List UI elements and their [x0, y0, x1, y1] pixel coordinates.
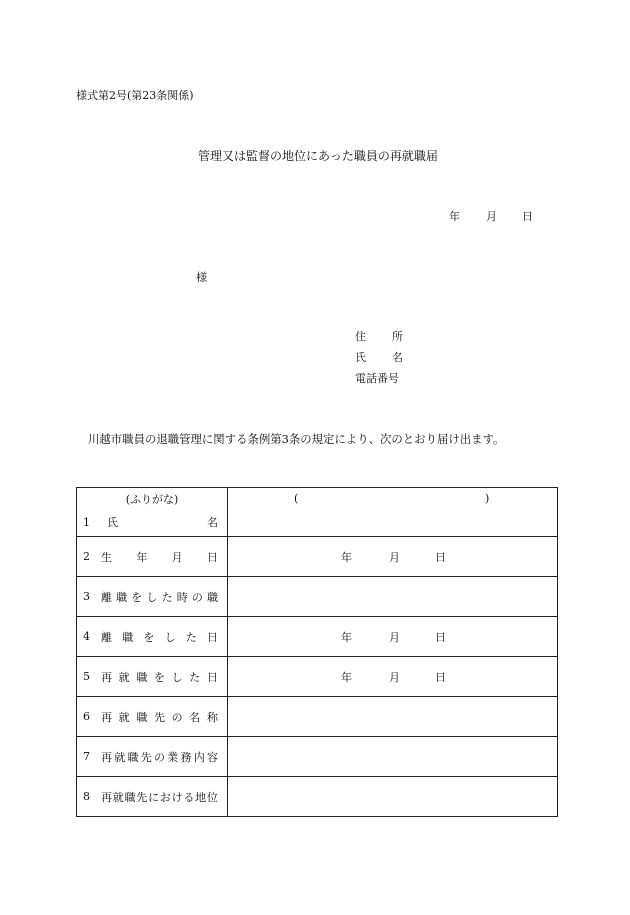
employer-position-label-cell: 8 再 就 職 先 に お け る 地 位: [77, 777, 228, 817]
intro-paragraph: 川越市職員の退職管理に関する条例第3条の規定により、次のとおり届け出ます。: [88, 432, 505, 446]
birthdate-label-cell: 2 生 年 月 日: [77, 537, 228, 577]
furigana-value[interactable]: ( ): [294, 492, 490, 505]
table-row-retirement-date: [77, 617, 558, 657]
employer-name-value-cell[interactable]: [228, 697, 558, 737]
name-label: 氏 名: [355, 351, 403, 364]
reemployment-date-value-cell[interactable]: 年 月 日: [228, 657, 558, 697]
retirement-date-label-cell: 4 離 職 を し た 日: [77, 617, 228, 657]
position-value-cell[interactable]: [228, 577, 558, 617]
document-title: 管理又は監督の地位にあった職員の再就職届: [198, 149, 438, 163]
date-year: 年: [449, 210, 460, 223]
name-label-cell: (ふりがな) 1 氏 名: [77, 488, 228, 537]
name-value-cell[interactable]: [228, 488, 558, 537]
table-row-position-at-employer: [77, 777, 558, 817]
job-description-value-cell[interactable]: [228, 737, 558, 777]
date-day: 日: [522, 210, 533, 223]
position-label-cell: 3 離 職 を し た 時 の 職: [77, 577, 228, 617]
reemployment-form-table: [76, 487, 558, 817]
table-row-birthdate: [77, 537, 558, 577]
employer-position-value-cell[interactable]: [228, 777, 558, 817]
table-row-position-at-retirement: [77, 577, 558, 617]
table-row-name: [77, 488, 558, 537]
table-row-reemployment-date: [77, 657, 558, 697]
retirement-date-value-cell[interactable]: 年 月 日: [228, 617, 558, 657]
address-label: 住 所: [355, 330, 403, 343]
date-month: 月: [486, 210, 497, 223]
birthdate-value-cell[interactable]: 年 月 日: [228, 537, 558, 577]
phone-label: 電話番号: [355, 372, 399, 385]
table-row-employer-name: [77, 697, 558, 737]
form-number: 様式第2号(第23条関係): [76, 89, 194, 102]
employer-name-label-cell: 6 再 就 職 先 の 名 称: [77, 697, 228, 737]
reemployment-date-label-cell: 5 再 就 職 を し た 日: [77, 657, 228, 697]
job-description-label-cell: 7 再 就 職 先 の 業 務 内 容: [77, 737, 228, 777]
furigana-label: (ふりがな): [125, 493, 179, 506]
addressee-suffix: 様: [196, 271, 207, 284]
table-row-job-description: [77, 737, 558, 777]
submission-date: [449, 208, 533, 224]
